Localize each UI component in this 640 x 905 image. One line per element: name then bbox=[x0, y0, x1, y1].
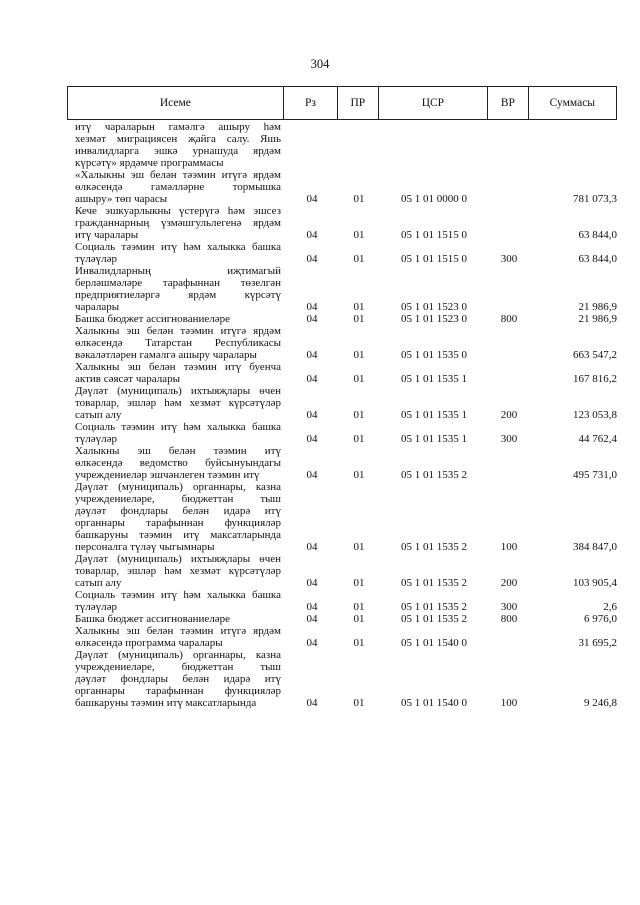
row-name-line: «Халыкны эш белән тәэмин итүгә ярдәм bbox=[75, 169, 281, 181]
row-vr: 100 bbox=[500, 541, 518, 553]
row-name-line: органнары тарафыннан функцияләр bbox=[75, 517, 281, 529]
table-header bbox=[67, 86, 617, 120]
row-csr: 05 1 01 0000 0 bbox=[401, 193, 467, 205]
row-sum: 2,6 bbox=[603, 601, 617, 613]
row-name-line: учреждениеләре, бюджеттан тыш bbox=[75, 661, 281, 673]
row-pr: 01 bbox=[353, 253, 365, 265]
header-csr: ЦСР bbox=[378, 87, 488, 120]
row-name-line: Халыкны эш белән тәэмин итү буенча bbox=[75, 361, 281, 373]
row-name-line: түләүләр bbox=[75, 253, 118, 265]
row-pr: 01 bbox=[353, 637, 365, 649]
row-pr: 01 bbox=[353, 229, 365, 241]
row-pr: 01 bbox=[353, 313, 365, 325]
row-name bbox=[67, 421, 285, 445]
row-name bbox=[67, 553, 285, 589]
row-csr: 05 1 01 1535 1 bbox=[401, 433, 467, 445]
row-name-line: Дәүләт (муниципаль) ихтыяҗлары өчен bbox=[75, 553, 281, 565]
row-name-line: Инвалидларның иҗтимагый bbox=[75, 265, 281, 277]
row-sum: 384 847,0 bbox=[573, 541, 617, 553]
row-rz: 04 bbox=[306, 373, 318, 385]
row-vr: 300 bbox=[500, 433, 518, 445]
row-pr: 01 bbox=[353, 409, 365, 421]
row-name-line: Башка бюджет ассигнованиеләре bbox=[75, 613, 230, 625]
row-name-line: Социаль тәэмин итү һәм халыкка башка bbox=[75, 589, 281, 601]
row-sum: 781 073,3 bbox=[573, 193, 617, 205]
table-row bbox=[67, 169, 617, 205]
table-row bbox=[67, 241, 617, 265]
table-row bbox=[67, 265, 617, 313]
row-name-line: итү чараларын гамәлгә ашыру һәм bbox=[75, 121, 281, 133]
row-pr: 01 bbox=[353, 541, 365, 553]
table-row bbox=[67, 553, 617, 589]
row-vr: 200 bbox=[500, 577, 518, 589]
row-name-line: Халыкны эш белән тәэмин итүгә ярдәм bbox=[75, 325, 281, 337]
row-name-line: органнары тарафыннан функцияләр bbox=[75, 685, 281, 697]
row-vr: 200 bbox=[500, 409, 518, 421]
row-name-line: өлкәсендә гамәлләрне тормышка bbox=[75, 181, 281, 193]
row-name-line: чаралары bbox=[75, 301, 120, 313]
page-number: 304 bbox=[310, 57, 330, 71]
row-csr: 05 1 01 1523 0 bbox=[401, 313, 467, 325]
row-rz: 04 bbox=[306, 313, 318, 325]
row-name bbox=[67, 589, 285, 613]
row-name-line: Дәүләт (муниципаль) органнары, казна bbox=[75, 649, 281, 661]
row-rz: 04 bbox=[306, 349, 318, 361]
row-name-line: Дәүләт (муниципаль) органнары, казна bbox=[75, 481, 281, 493]
row-name-line: актив сәясәт чаралары bbox=[75, 373, 181, 385]
row-name-line: башкаруны тәэмин итү максатларында bbox=[75, 697, 257, 709]
row-sum: 44 762,4 bbox=[578, 433, 617, 445]
row-vr: 800 bbox=[500, 313, 518, 325]
row-vr: 100 bbox=[500, 697, 518, 709]
row-name-line: түләүләр bbox=[75, 433, 118, 445]
row-sum: 63 844,0 bbox=[578, 253, 617, 265]
header-name: Исеме bbox=[68, 87, 284, 120]
row-name-line: хезмәт миграциясен җайга салу. Яшь bbox=[75, 133, 281, 145]
header-rz: Рз bbox=[283, 87, 337, 120]
row-pr: 01 bbox=[353, 577, 365, 589]
row-name-line: Социаль тәэмин итү һәм халыкка башка bbox=[75, 421, 281, 433]
row-name-line: өлкәсендә Татарстан Республикасы bbox=[75, 337, 281, 349]
row-vr: 300 bbox=[500, 601, 518, 613]
row-pr: 01 bbox=[353, 601, 365, 613]
row-csr: 05 1 01 1523 0 bbox=[401, 301, 467, 313]
row-rz: 04 bbox=[306, 193, 318, 205]
row-name bbox=[67, 385, 285, 421]
row-pr: 01 bbox=[353, 193, 365, 205]
row-csr: 05 1 01 1535 2 bbox=[401, 577, 467, 589]
table-body bbox=[67, 121, 617, 709]
row-csr: 05 1 01 1535 2 bbox=[401, 613, 467, 625]
row-name bbox=[67, 169, 285, 205]
row-name-line: итү чаралары bbox=[75, 229, 139, 241]
row-name-line: өлкәсендә ведомство буйсынуындагы bbox=[75, 457, 281, 469]
row-sum: 167 816,2 bbox=[573, 373, 617, 385]
row-name bbox=[67, 241, 285, 265]
row-name-line: учреждениеләр эшчәнлеген тәэмин итү bbox=[75, 469, 260, 481]
row-csr: 05 1 01 1535 2 bbox=[401, 541, 467, 553]
row-rz: 04 bbox=[306, 253, 318, 265]
row-pr: 01 bbox=[353, 373, 365, 385]
row-name bbox=[67, 265, 285, 313]
row-pr: 01 bbox=[353, 697, 365, 709]
row-sum: 123 053,8 bbox=[573, 409, 617, 421]
table-row bbox=[67, 205, 617, 241]
row-sum: 103 905,4 bbox=[573, 577, 617, 589]
table-row bbox=[67, 649, 617, 709]
row-name-line: дәүләт фондлары белән идарә итү bbox=[75, 505, 281, 517]
row-name bbox=[67, 361, 285, 385]
row-vr: 300 bbox=[500, 253, 518, 265]
row-name-line: персоналга түләү чыгымнары bbox=[75, 541, 215, 553]
row-name-line: түләүләр bbox=[75, 601, 118, 613]
table-row bbox=[67, 589, 617, 613]
table-row bbox=[67, 313, 617, 325]
row-name-line: ашыру» төп чарасы bbox=[75, 193, 168, 205]
header-pr: ПР bbox=[338, 87, 379, 120]
table-row bbox=[67, 421, 617, 445]
row-rz: 04 bbox=[306, 637, 318, 649]
row-name-line: гражданнарның үзмәшгульлегенә ярдәм bbox=[75, 217, 281, 229]
row-rz: 04 bbox=[306, 541, 318, 553]
row-name-line: дәүләт фондлары белән идарә итү bbox=[75, 673, 281, 685]
row-name-line: вәкаләтләрен гамәлгә ашыру чаралары bbox=[75, 349, 257, 361]
row-sum: 495 731,0 bbox=[573, 469, 617, 481]
row-csr: 05 1 01 1515 0 bbox=[401, 229, 467, 241]
row-name-line: өлкәсендә программа чаралары bbox=[75, 637, 223, 649]
row-name-line: Кече эшкуарлыкны үстерүгә һәм эшсез bbox=[75, 205, 281, 217]
row-name bbox=[67, 325, 285, 361]
table-row bbox=[67, 121, 617, 169]
row-csr: 05 1 01 1535 2 bbox=[401, 601, 467, 613]
row-name-line: товарлар, эшләр һәм хезмәт күрсәтүләр bbox=[75, 565, 281, 577]
row-name-line: учреждениеләре, бюджеттан тыш bbox=[75, 493, 281, 505]
row-name bbox=[67, 313, 285, 325]
row-rz: 04 bbox=[306, 697, 318, 709]
table-row bbox=[67, 625, 617, 649]
row-name bbox=[67, 625, 285, 649]
row-rz: 04 bbox=[306, 409, 318, 421]
row-pr: 01 bbox=[353, 469, 365, 481]
row-sum: 21 986,9 bbox=[578, 313, 617, 325]
row-csr: 05 1 01 1540 0 bbox=[401, 637, 467, 649]
row-csr: 05 1 01 1535 2 bbox=[401, 469, 467, 481]
row-name bbox=[67, 481, 285, 553]
row-rz: 04 bbox=[306, 577, 318, 589]
row-csr: 05 1 01 1535 1 bbox=[401, 409, 467, 421]
row-name-line: Социаль тәэмин итү һәм халыкка башка bbox=[75, 241, 281, 253]
row-sum: 31 695,2 bbox=[578, 637, 617, 649]
row-name-line: башкаруны тәэмин итү максатларында bbox=[75, 529, 281, 541]
header-sum: Суммасы bbox=[528, 87, 616, 120]
row-name bbox=[67, 121, 285, 169]
row-rz: 04 bbox=[306, 469, 318, 481]
row-vr: 800 bbox=[500, 613, 518, 625]
row-rz: 04 bbox=[306, 613, 318, 625]
row-name-line: Халыкны эш белән тәэмин итү bbox=[75, 445, 281, 457]
row-name bbox=[67, 205, 285, 241]
row-name bbox=[67, 649, 285, 709]
table-row bbox=[67, 361, 617, 385]
row-csr: 05 1 01 1535 1 bbox=[401, 373, 467, 385]
row-sum: 663 547,2 bbox=[573, 349, 617, 361]
row-pr: 01 bbox=[353, 613, 365, 625]
row-name-line: инвалидларга эшкә урнашуда ярдәм bbox=[75, 145, 281, 157]
row-name-line: Башка бюджет ассигнованиеләре bbox=[75, 313, 230, 325]
row-csr: 05 1 01 1535 0 bbox=[401, 349, 467, 361]
row-rz: 04 bbox=[306, 229, 318, 241]
row-sum: 6 976,0 bbox=[584, 613, 617, 625]
row-name-line: сатып алу bbox=[75, 577, 122, 589]
header-vr: ВР bbox=[488, 87, 529, 120]
table-row bbox=[67, 613, 617, 625]
row-name-line: сатып алу bbox=[75, 409, 122, 421]
table-row bbox=[67, 385, 617, 421]
row-name-line: күрсәтү» ярдәмче программасы bbox=[75, 157, 224, 169]
row-name-line: товарлар, эшләр һәм хезмәт күрсәтүләр bbox=[75, 397, 281, 409]
row-sum: 63 844,0 bbox=[578, 229, 617, 241]
row-rz: 04 bbox=[306, 433, 318, 445]
row-sum: 9 246,8 bbox=[584, 697, 617, 709]
row-pr: 01 bbox=[353, 433, 365, 445]
row-pr: 01 bbox=[353, 349, 365, 361]
row-name bbox=[67, 445, 285, 481]
row-name-line: предприятиеләргә ярдәм күрсәтү bbox=[75, 289, 281, 301]
row-csr: 05 1 01 1540 0 bbox=[401, 697, 467, 709]
table-row bbox=[67, 481, 617, 553]
row-sum: 21 986,9 bbox=[578, 301, 617, 313]
row-csr: 05 1 01 1515 0 bbox=[401, 253, 467, 265]
row-rz: 04 bbox=[306, 301, 318, 313]
row-pr: 01 bbox=[353, 301, 365, 313]
row-name-line: Халыкны эш белән тәэмин итүгә ярдәм bbox=[75, 625, 281, 637]
row-rz: 04 bbox=[306, 601, 318, 613]
row-name-line: Дәүләт (муниципаль) ихтыяҗлары өчен bbox=[75, 385, 281, 397]
table-row bbox=[67, 445, 617, 481]
row-name bbox=[67, 613, 285, 625]
table-row bbox=[67, 325, 617, 361]
row-name-line: берләшмәләре тарафыннан төзелгән bbox=[75, 277, 281, 289]
